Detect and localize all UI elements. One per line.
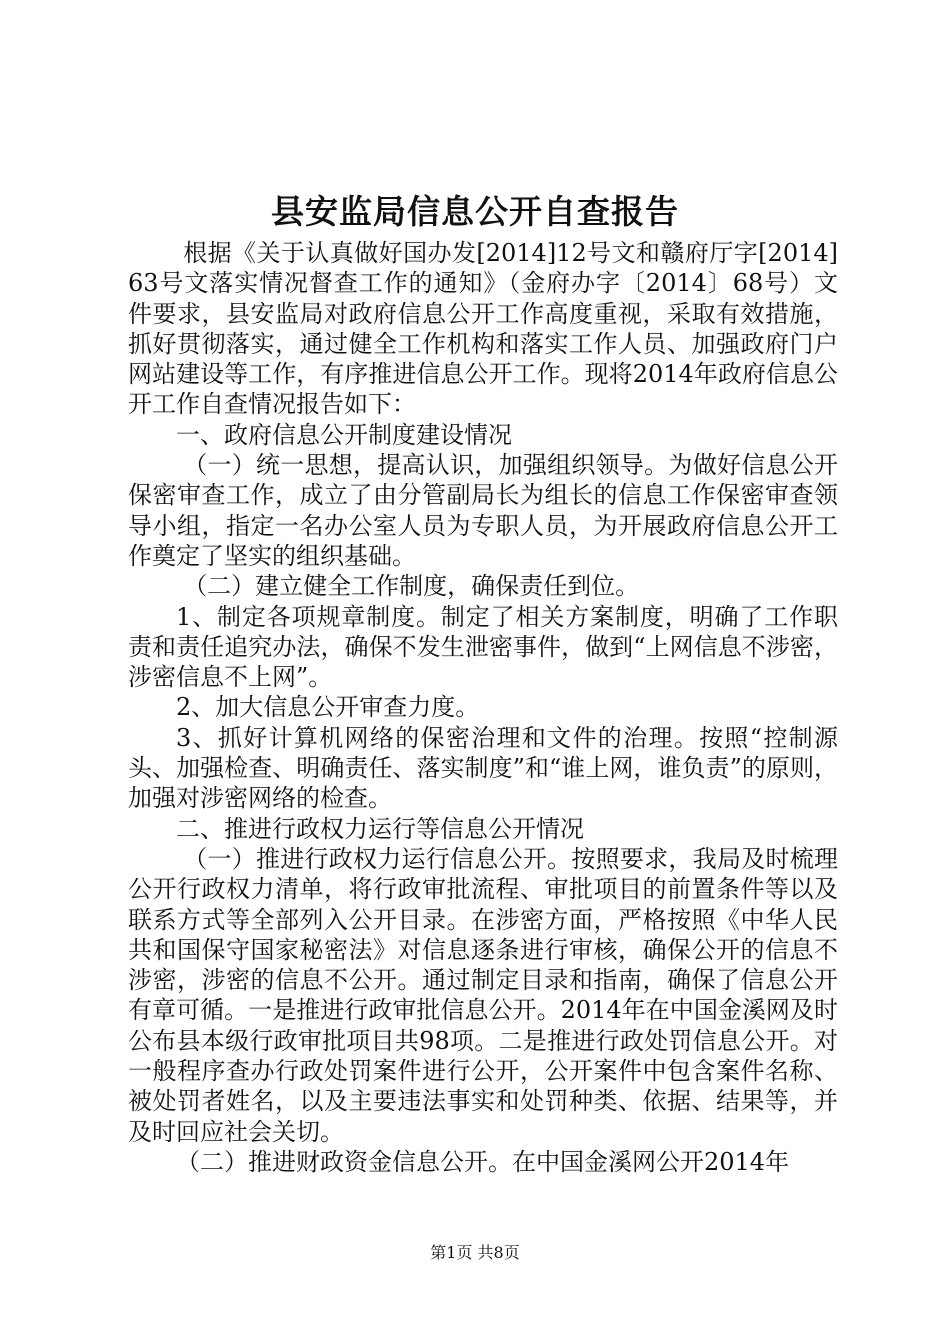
- paragraph-1-2: （二）建立健全工作制度，确保责任到位。: [183, 572, 640, 601]
- document-title: 县安监局信息公开自查报告: [271, 192, 679, 231]
- paragraph-intro: 根据《关于认真做好国办发[2014]12号文和赣府厅字[2014]63号文落实情况督查工作的通知》（金府办字〔2014〕68号）文件要求，县安监局对政府信息公开工作高度重视，采取有效措施，抓好贯彻落实，通过健全工作机构和落实工作人员、加强政府门户网站建设等工作，有序推进信息公开工作。现将2014年政府信息公开工作自查情况报告如下：: [128, 239, 838, 419]
- section-heading-1: 一、政府信息公开制度建设情况: [176, 420, 512, 449]
- section-heading-2: 二、推进行政权力运行等信息公开情况: [176, 814, 584, 843]
- paragraph-1-1: （一）统一思想，提高认识，加强组织领导。为做好信息公开保密审查工作，成立了由分管副局长为组长的信息工作保密审查领导小组，指定一名办公室人员为专职人员，为开展政府信息公开工作奠定了坚实的组织基础。: [128, 451, 838, 570]
- paragraph-2-1: （一）推进行政权力运行信息公开。按照要求，我局及时梳理公开行政权力清单，将行政审批流程、审批项目的前置条件等以及联系方式等全部列入公开目录。在涉密方面，严格按照《中华人民共和国保守国家秘密法》对信息逐条进行审核，确保公开的信息不涉密，涉密的信息不公开。通过制定目录和指南，确保了信息公开有章可循。一是推进行政审批信息公开。2014年在中国金溪网及时公布县本级行政审批项目共98项。二是推进行政处罚信息公开。对一般程序查办行政处罚案件进行公开，公开案件中包含案件名称、被处罚者姓名，以及主要违法事实和处罚种类、依据、结果等，并及时回应社会关切。: [128, 844, 838, 1146]
- paragraph-item-2: 2、加大信息公开审查力度。: [176, 693, 480, 722]
- paragraph-2-2: （二）推进财政资金信息公开。在中国金溪网公开2014年: [176, 1147, 790, 1176]
- paragraph-item-1: 1、制定各项规章制度。制定了相关方案制度，明确了工作职责和责任追究办法，确保不发生泄密事件，做到“上网信息不涉密，涉密信息不上网”。: [128, 602, 838, 692]
- page-footer: 第1页 共8页: [430, 1243, 520, 1262]
- paragraph-item-3: 3、抓好计算机网络的保密治理和文件的治理。按照“控制源头、加强检查、明确责任、落实制度”和“谁上网，谁负责”的原则，加强对涉密网络的检查。: [128, 723, 838, 813]
- document-body: [128, 238, 838, 1177]
